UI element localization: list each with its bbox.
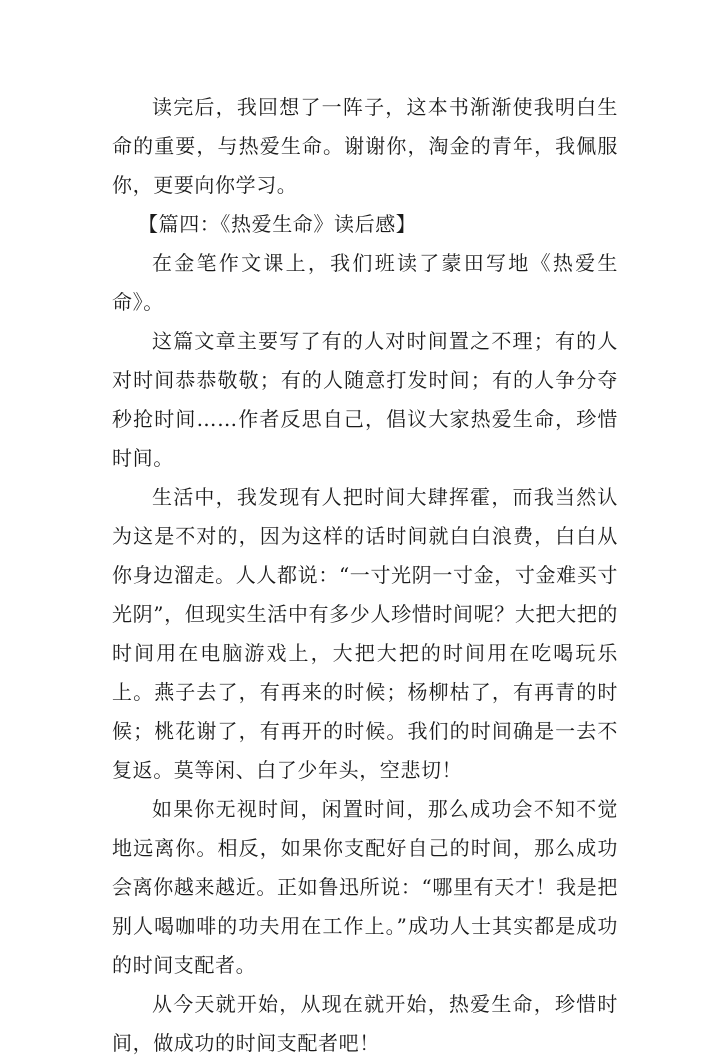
paragraph-success: 如果你无视时间，闲置时间，那么成功会不知不觉地远离你。相反，如果你支配好自己的时间，那么成功会离你越来越近。正如鲁迅所说：“哪里有天才！我是把别人喝咖啡的功夫用在工作上。”成功人士其实都是成功的时间支配者。 [112, 797, 618, 977]
paragraph-conclusion: 从今天就开始，从现在就开始，热爱生命，珍惜时间，做成功的时间支配者吧！ [112, 992, 618, 1055]
paragraph-reading-reflection: 读完后，我回想了一阵子，这本书渐渐使我明白生命的重要，与热爱生命。谢谢你，淘金的青年，我佩服你，更要向你学习。 [112, 95, 618, 197]
document-body [112, 88, 618, 1063]
section-heading: 【篇四：《热爱生命》读后感】 [138, 212, 417, 236]
paragraph-summary: 这篇文章主要写了有的人对时间置之不理；有的人对时间恭恭敬敬；有的人随意打发时间；有的人争分夺秒抢时间……作者反思自己，倡议大家热爱生命，珍惜时间。 [112, 329, 618, 470]
paragraph-intro: 在金笔作文课上，我们班读了蒙田写地《热爱生命》。 [112, 251, 618, 314]
paragraph-life-observation: 生活中，我发现有人把时间大肆挥霍，而我当然认为这是不对的，因为这样的话时间就白白浪费，白白从你身边溜走。人人都说：“一寸光阴一寸金，寸金难买寸光阴”，但现实生活中有多少人珍惜时间呢？大把大把的时间用在电脑游戏上，大把大把的时间用在吃喝玩乐上。燕子去了，有再来的时候；杨柳枯了，有再青的时候；桃花谢了，有再开的时候。我们的时间确是一去不复返。莫等闲、白了少年头，空悲切！ [112, 485, 618, 782]
